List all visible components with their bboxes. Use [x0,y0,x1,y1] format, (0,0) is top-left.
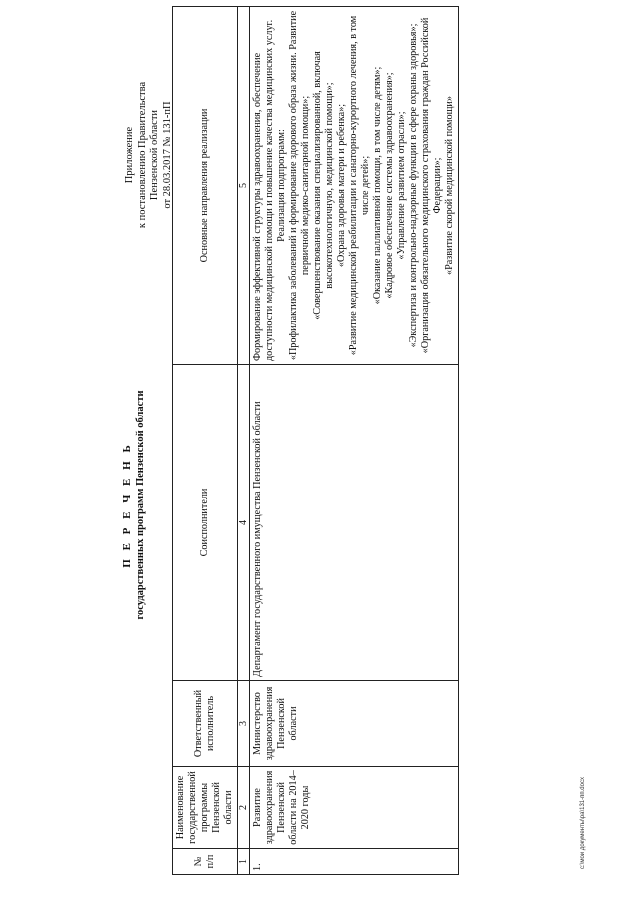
file-path-footer: c:\мои документы\ра\131-пп.docx [580,777,586,869]
direction-item: «Развитие скорой медицинской помощи» [444,96,455,275]
header-co-executors: Соисполнители [173,365,238,681]
direction-item: Реализация подпрограмм: [276,129,287,242]
header-directions: Основные направления реализации [173,7,238,365]
direction-item: Формирование эффективной структуры здравоохранения, обеспечение доступности медицинской помощи и повышение качества медицинских услуг. [252,19,275,361]
table-row [250,7,459,875]
appendix-line: Приложение [124,126,135,184]
direction-item: «Оказание паллиативной помощи, в том числе детям»; [372,66,383,305]
direction-item: «Развитие медицинской реабилитации и санаторно-курортного лечения, в том числе детей»; [348,15,371,356]
header-executor: Ответственный исполнитель [173,681,238,767]
direction-item: «Организация обязательного медицинского страхования граждан Российской Федерации»; [420,17,443,354]
row-directions [250,7,459,365]
appendix-line: от 28.03.2017 № 131-пП [161,101,173,209]
column-number: 1 [238,849,250,875]
document-title [120,255,148,755]
row-program-name: Развитие здравоохранения Пензенской области на 2014–2020 годы [250,767,459,849]
appendix-line: к постановлению Правительства [136,81,148,229]
header-program-name: Наименование государственной программы Пензенской области [173,767,238,849]
column-number: 2 [238,767,250,849]
row-co-executors: Департамент государственного имущества Пензенской области [250,365,459,681]
programs-table [172,6,459,875]
direction-item: «Управление развитием отрасли»; [396,111,407,260]
direction-item: «Экспертиза и контрольно-надзорные функции в сфере охраны здоровья»; [408,23,419,348]
column-number: 3 [238,681,250,767]
column-number-row [238,7,250,875]
appendix-line: Пензенской области [149,109,161,201]
row-num: 1. [250,849,459,875]
direction-item: «Кадровое обеспечение системы здравоохранения»; [384,72,395,299]
direction-item: «Охрана здоровья матери и ребенка»; [336,103,347,268]
title-sub: государственных программ Пензенской области [135,390,146,620]
column-number: 5 [238,7,250,365]
appendix-block [124,40,174,270]
column-number: 4 [238,365,250,681]
direction-item: «Совершенствование оказания специализированной, включая высокотехнологичную, медицинской помощи»; [312,51,335,320]
header-num: № п/п [173,849,238,875]
row-executor: Министерство здравоохранения Пензенской области [250,681,459,767]
title-main: П Е Р Е Ч Е Н Ь [121,442,133,568]
direction-item: «Профилактика заболеваний и формирование здорового образа жизни. Развитие первичной медико-санитарной помощи»; [288,10,311,361]
table-header-row [173,7,238,875]
